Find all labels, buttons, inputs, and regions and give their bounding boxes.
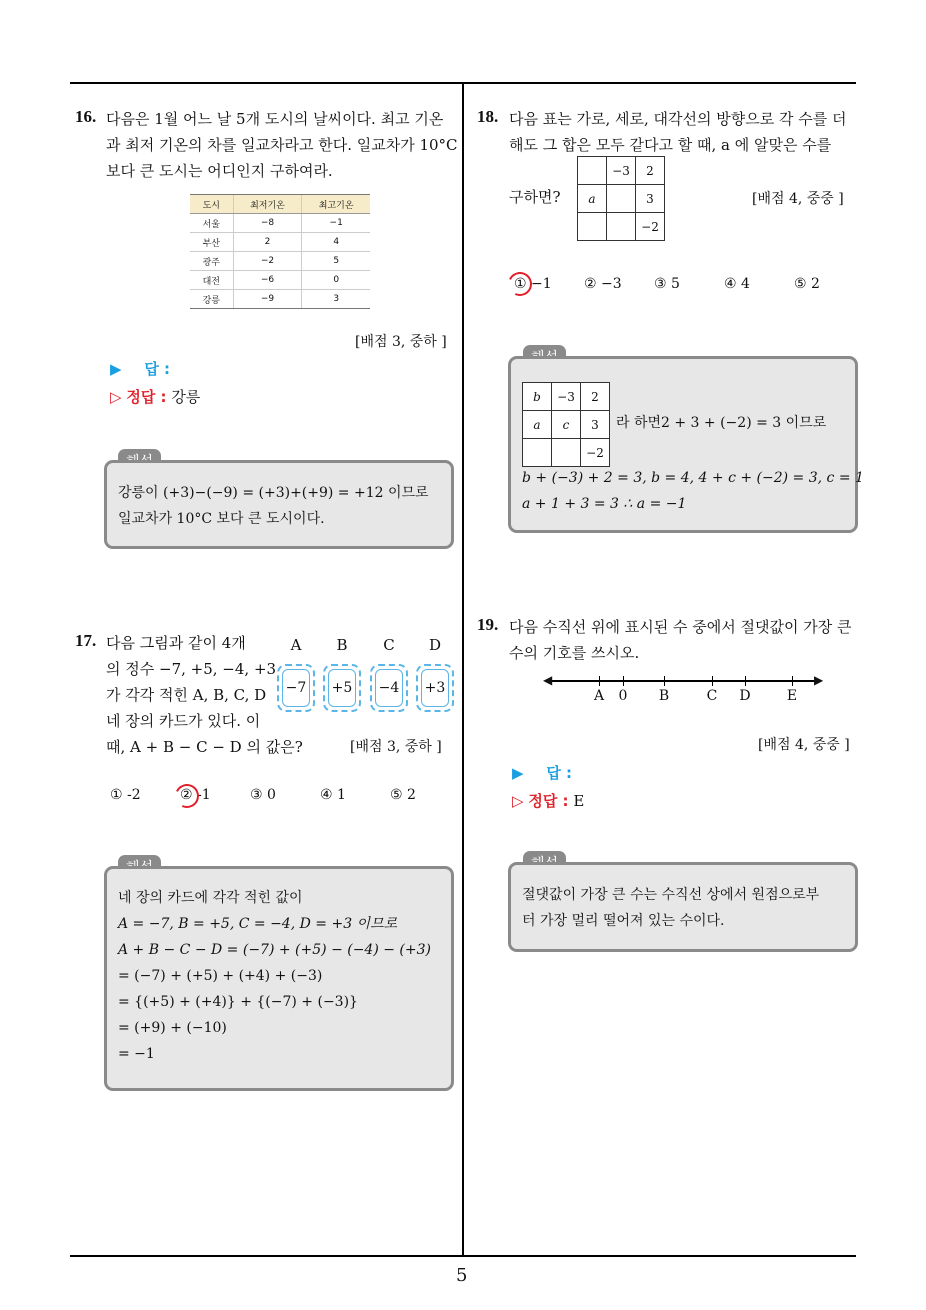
correct-answer-row — [110, 386, 200, 407]
explanation-line: = {(+5) + (+4)} + {(−7) + (−3)} — [118, 994, 358, 1010]
grid-cell: −2 — [581, 439, 610, 467]
score-label: [배점 4, 중중 ] — [752, 191, 844, 207]
answer-label: 답 : — [546, 764, 573, 782]
number-card — [323, 664, 361, 712]
explanation-line: A = −7, B = +5, C = −4, D = +3 이므로 — [118, 916, 398, 932]
grid-cell — [578, 213, 607, 241]
table-row — [190, 252, 370, 271]
question-text-line: 해도 그 합은 모두 같다고 할 때, a 에 알맞은 수를 — [509, 136, 832, 154]
selected-answer-mark — [172, 781, 203, 812]
answer-row — [110, 358, 170, 379]
explanation-line: 일교차가 10°C 보다 큰 도시이다. — [118, 511, 325, 527]
table-header: 최고기온 — [302, 195, 370, 214]
number-line-tick — [792, 676, 793, 686]
explanation-line: 네 장의 카드에 각각 적힌 값이 — [118, 890, 303, 906]
score-label: [배점 3, 중하 ] — [355, 334, 447, 350]
table-row — [190, 233, 370, 252]
number-line-axis — [548, 680, 820, 682]
grid-cell — [607, 185, 636, 213]
question-text-line: 과 최저 기온의 차를 일교차라고 한다. 일교차가 10°C — [106, 136, 458, 154]
correct-label: 정답 : — [126, 388, 167, 406]
number-line-tick — [712, 676, 713, 686]
play-icon: ▶ — [512, 764, 524, 782]
table-header: 최저기온 — [233, 195, 302, 214]
question-text-line: 다음 그림과 같이 4개 — [106, 634, 246, 652]
grid-cell: 2 — [581, 383, 610, 411]
card-value: +3 — [421, 669, 449, 707]
page-number: 5 — [456, 1265, 468, 1286]
table-cell: −2 — [233, 252, 302, 271]
grid-cell — [607, 213, 636, 241]
grid-cell: c — [552, 411, 581, 439]
explanation-line: = −1 — [118, 1046, 155, 1062]
choice[interactable]: ② −3 — [584, 276, 622, 292]
number-line-label: B — [658, 688, 670, 704]
choice[interactable]: ① -2 — [110, 787, 141, 803]
table-cell: 3 — [302, 290, 370, 309]
choice[interactable]: ⑤ 2 — [794, 276, 820, 292]
card-value: −4 — [375, 669, 403, 707]
explanation-grid — [522, 382, 610, 467]
explanation-line: 라 하면2 + 3 + (−2) = 3 이므로 — [616, 415, 827, 431]
correct-answer-row — [512, 790, 584, 811]
table-row — [190, 290, 370, 309]
grid-row — [578, 185, 665, 213]
play-icon: ▶ — [110, 360, 122, 378]
grid-cell: −3 — [552, 383, 581, 411]
table-cell: 대전 — [190, 271, 233, 290]
table-cell: −6 — [233, 271, 302, 290]
number-line-tick — [745, 676, 746, 686]
explanation-line: A + B − C − D = (−7) + (+5) − (−4) − (+3) — [118, 942, 431, 958]
outline-play-icon: ▷ — [110, 388, 122, 406]
grid-row — [523, 411, 610, 439]
choice[interactable]: ④ 1 — [320, 787, 346, 803]
question-text-line: 의 정수 −7, +5, −4, +3 — [106, 660, 277, 678]
explanation-line: 강릉이 (+3)−(−9) = (+3)+(+9) = +12 이므로 — [118, 485, 429, 501]
grid-cell: 3 — [581, 411, 610, 439]
number-line-label: A — [593, 688, 605, 704]
explanation-line: = (−7) + (+5) + (+4) + (−3) — [118, 968, 323, 984]
grid-row — [523, 383, 610, 411]
table-cell: 2 — [233, 233, 302, 252]
question-number: 17. — [75, 631, 97, 650]
card-value: −7 — [282, 669, 310, 707]
table-row — [190, 214, 370, 233]
choice[interactable]: ③ 5 — [654, 276, 680, 292]
question-text-line: 다음 수직선 위에 표시된 수 중에서 절댓값이 가장 큰 — [509, 618, 852, 636]
explanation-line: 터 가장 멀리 떨어져 있는 수이다. — [522, 913, 725, 929]
card-label: C — [383, 636, 395, 654]
grid-cell: a — [523, 411, 552, 439]
number-line-label: E — [786, 688, 798, 704]
arrow-right-icon: ▶ — [814, 673, 824, 687]
question-text-line: 때, A + B − C − D 의 값은? — [106, 738, 303, 756]
question-text-line: 구하면? — [509, 188, 561, 206]
question-number: 18. — [477, 107, 499, 126]
answer-label: 답 : — [144, 360, 171, 378]
grid-cell: a — [578, 185, 607, 213]
table-cell: 광주 — [190, 252, 233, 271]
grid-cell: b — [523, 383, 552, 411]
number-line-tick — [664, 676, 665, 686]
card-value: +5 — [328, 669, 356, 707]
number-line-tick — [599, 676, 600, 686]
grid-cell: 2 — [636, 157, 665, 185]
number-card — [370, 664, 408, 712]
table-cell: 서울 — [190, 214, 233, 233]
question-text-line: 네 장의 카드가 있다. 이 — [106, 712, 261, 730]
card-label: B — [336, 636, 348, 654]
explanation-line: 절댓값이 가장 큰 수는 수직선 상에서 원점으로부 — [522, 887, 820, 903]
grid-cell: −2 — [636, 213, 665, 241]
explanation-line: a + 1 + 3 = 3 ∴ a = −1 — [522, 496, 687, 512]
explanation-line: b + (−3) + 2 = 3, b = 4, 4 + c + (−2) = 3, c = 1 — [522, 470, 864, 486]
number-line-label: 0 — [618, 688, 628, 704]
table-cell: −1 — [302, 214, 370, 233]
card-label: A — [290, 636, 302, 654]
number-card — [277, 664, 315, 712]
table-cell: 5 — [302, 252, 370, 271]
grid-row — [578, 213, 665, 241]
correct-value: E — [573, 792, 585, 810]
choice[interactable]: ② -1 — [180, 787, 211, 803]
table-header-row — [190, 195, 370, 214]
question-text-line: 수의 기호를 쓰시오. — [509, 644, 640, 662]
table-header: 도시 — [190, 195, 233, 214]
grid-cell — [523, 439, 552, 467]
magic-square-grid — [577, 156, 665, 241]
grid-cell: −3 — [607, 157, 636, 185]
choice[interactable]: ④ 4 — [724, 276, 750, 292]
correct-label: 정답 : — [528, 792, 569, 810]
card-label: D — [428, 636, 442, 654]
answer-row — [512, 762, 572, 783]
choice[interactable]: ③ 0 — [250, 787, 276, 803]
grid-cell — [578, 157, 607, 185]
question-number: 16. — [75, 107, 97, 126]
column-divider — [462, 84, 464, 1256]
number-line-label: C — [706, 688, 718, 704]
number-card — [416, 664, 454, 712]
number-line-label: D — [739, 688, 751, 704]
weather-table — [190, 194, 370, 309]
table-cell: −9 — [233, 290, 302, 309]
grid-row — [578, 157, 665, 185]
table-cell: 강릉 — [190, 290, 233, 309]
score-label: [배점 4, 중중 ] — [758, 737, 850, 753]
choice[interactable]: ⑤ 2 — [390, 787, 416, 803]
table-cell: −8 — [233, 214, 302, 233]
table-cell: 4 — [302, 233, 370, 252]
question-text-line: 가 각각 적힌 A, B, C, D — [106, 686, 267, 704]
arrow-left-icon: ◀ — [543, 673, 553, 687]
choice[interactable]: ① −1 — [514, 276, 552, 292]
outline-play-icon: ▷ — [512, 792, 524, 810]
table-cell: 0 — [302, 271, 370, 290]
question-text-line: 보다 큰 도시는 어디인지 구하여라. — [106, 162, 333, 180]
table-row — [190, 271, 370, 290]
explanation-line: = (+9) + (−10) — [118, 1020, 227, 1036]
grid-row — [523, 439, 610, 467]
grid-cell — [552, 439, 581, 467]
score-label: [배점 3, 중하 ] — [350, 739, 442, 755]
number-line-tick — [623, 676, 624, 686]
question-text-line: 다음 표는 가로, 세로, 대각선의 방향으로 각 수를 더 — [509, 110, 847, 128]
question-number: 19. — [477, 615, 499, 634]
selected-answer-mark — [505, 269, 536, 300]
question-text-line: 다음은 1월 어느 날 5개 도시의 날씨이다. 최고 기온 — [106, 110, 444, 128]
bottom-rule — [70, 1255, 856, 1257]
correct-value: 강릉 — [171, 388, 201, 406]
table-cell: 부산 — [190, 233, 233, 252]
grid-cell: 3 — [636, 185, 665, 213]
